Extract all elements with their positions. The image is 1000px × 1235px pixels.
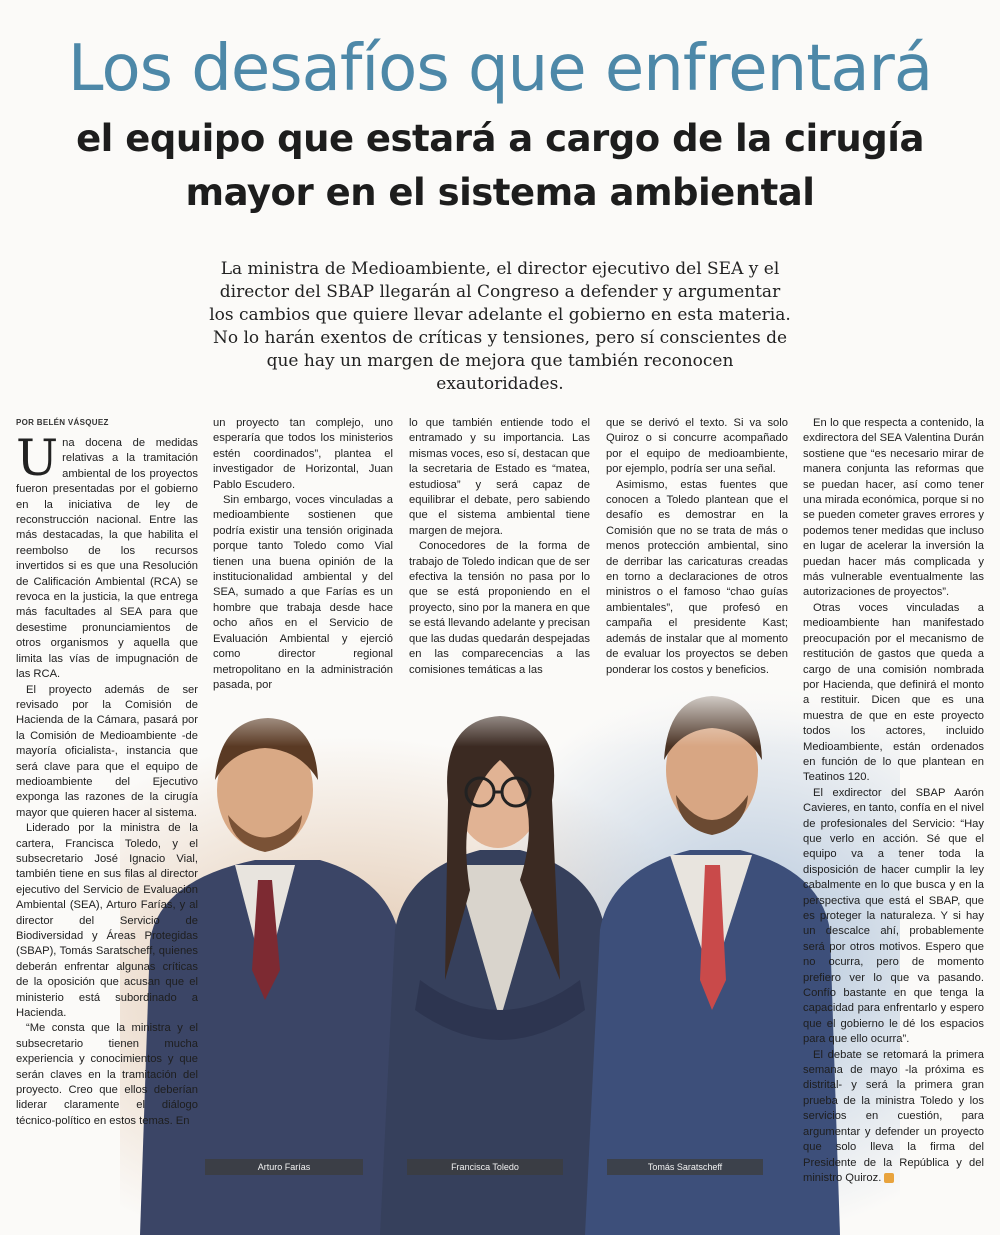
paragraph: Asimismo, estas fuentes que conocen a Toledo plantean que el desafío es demostrar en la Comisión que no se trata de más o menos protección ambiental, sino de derribar las caricaturas creadas en torno a declaraciones de otros ministros o el famoso “chao guías ambientales”, que profesó en campaña el presidente Kast; además de instalar que al momento de evaluar los proyectos se deben ponderar los costos y beneficios. [606,478,788,676]
paragraph: un proyecto tan complejo, uno esperaría que todos los ministerios estén coordinados”, plantea el investigador de Horizontal, Juan Pablo Escudero. [213,417,393,491]
subhead-line-1: el equipo que estará a cargo de la cirugía [76,117,924,160]
caption-tomas-saratscheff: Tomás Saratscheff [607,1159,763,1175]
paragraph: Liderado por la ministra de la cartera, Francisca Toledo, y el subsecretario José Ignacio Vial, también tiene en sus filas al director ejecutivo del Servicio de Evaluación Ambiental (SEA), Arturo Farías, y al director del Servicio de Biodiversidad y Áreas Protegidas (SBAP), Tomás Saratscheff, quienes deberán enfrentar algunas críticas de la oposición que acusan que el ministerio está subordinado a Hacienda. [16,822,198,1020]
column-5 [803,416,984,1186]
paragraph: Una docena de medidas relativas a la tramitación ambiental de los proyectos fueron presentadas por el gobierno en la iniciativa de ley de reconstrucción nacional. Entre las más destacadas, la que habilita el reembolso de los recursos invertidos si es que una Resolución de Calificación Ambiental (RCA) se revoca en la justicia, la que entrega más facultades al SEA para que desestime pronunciamientos de otros organismos y aquella que limita las vías de impugnación de las RCA. [16,429,198,681]
end-mark-icon [884,1173,894,1183]
paragraph: “Me consta que la ministra y el subsecretario tienen mucha experiencia y conocimientos y que serán claves en la tramitación del proyecto. Creo que ellos deberían liderar claramente el diálogo técnico-político en estos temas. En [16,1022,198,1127]
subheadline [40,112,960,220]
paragraph: Conocedores de la forma de trabajo de Toledo indican que de ser efectiva la tensión no pasa por lo que se está proponiendo en el proyecto, sino por la manera en que se está llevando adelante y precisan que las dudas quedarán despejadas en las comparecencias a las comisiones temáticas a las [409,540,590,676]
paragraph: lo que también entiende todo el entramado y su importancia. Las mismas voces, eso sí, destacan que la secretaria de Estado es “matea, estudiosa” y será capaz de equilibrar el debate, pero sabiendo que el sistema ambiental tiene margen de mejora. [409,417,590,537]
paragraph: El proyecto además de ser revisado por la Comisión de Hacienda de la Cámara, pasará por la Comisión de Medioambiente -de mayoría oficialista-, instancia que será clave para que el equipo de medioambiente del Ejecutivo exponga las razones de la cirugía mayor que quieren hacer al sistema. [16,683,198,819]
paragraph: El exdirector del SBAP Aarón Cavieres, en tanto, confía en el nivel de profesionales del Servicio: “Hay que verlo en acción. Sé que el equipo va a tener toda la disposición de hacer cumplir la ley cabalmente en lo que busca y en la perspectiva que está el SBAP, que es proteger la naturaleza. Y si hay un descalce ahí, probablemente será por otros motivos. Espero que no ocurra, pero de momento prefiero ver lo que va pasando. Confío bastante en que tenga la capacidad para enfrentarlo y espero que el gobierno le dé los espacios para que ello ocurra”. [803,786,984,1046]
column-4 [606,416,788,678]
column-3 [409,416,590,678]
paragraph: que se derivó el texto. Si va solo Quiroz o si concurre acompañado por el equipo de medioambiente, por ejemplo, podría ser una señal. [606,417,788,476]
paragraph: En lo que respecta a contenido, la exdirectora del SEA Valentina Durán sostiene que “es necesario mirar de manera conjunta las reformas que se puedan hacer, así como tener una mirada económica, porque si no se pueden cometer graves errores y podemos tener medidas que incluso en lugar de acelerar la inversión la puedan hacer más complicada y más vulnerable eventualmente las autorizaciones de proyectos”. [803,417,984,599]
paragraph: El debate se retomará la primera semana de mayo -la próxima es distrital- y será la primera gran prueba de la ministra Toledo y los servicios en cuestión, para argumentar y defender un proyecto que solo lleva la firma del Presidente de la República y del ministro Quiroz. [803,1048,984,1184]
paragraph: Otras voces vinculadas a medioambiente han manifestado preocupación por el mecanismo de restitución de gastos que queda a cargo de una comisión nombrada por Hacienda, que definirá el monto a restituir. Dicen que es una muestra de que en este proyecto todos los actores, incluido Medioambiente, están ordenados en función de lo que plantean en Teatinos 120. [803,601,984,784]
caption-arturo-farias: Arturo Farías [205,1159,363,1175]
drop-cap: U [16,429,59,487]
byline: POR BELÉN VÁSQUEZ [16,418,109,427]
paragraph: Sin embargo, voces vinculadas a medioambiente sostienen que podría existir una tensión originada porque tanto Toledo como Vial tienen una buena opinión de la institucionalidad ambiental y del SEA, sumado a que Farías es un hombre que trabaja desde hace ocho años en el Servicio de Evaluación Ambiental y ejerció como director regional metropolitano en la administración pasada, por [213,494,393,691]
column-2 [213,416,393,693]
caption-francisca-toledo: Francisca Toledo [407,1159,563,1175]
subhead-line-2: mayor en el sistema ambiental [185,171,815,214]
column-1 [16,429,198,1129]
headline: Los desafíos que enfrentará [67,32,933,106]
lead-paragraph: La ministra de Medioambiente, el director ejecutivo del SEA y el director del SBAP llegarán al Congreso a defender y argumentar los cambios que quiere llevar adelante el gobierno en esta materia. No lo harán exentos de críticas y tensiones, pero sí conscientes de que hay un margen de mejora que también reconocen exautoridades. [209,259,791,394]
